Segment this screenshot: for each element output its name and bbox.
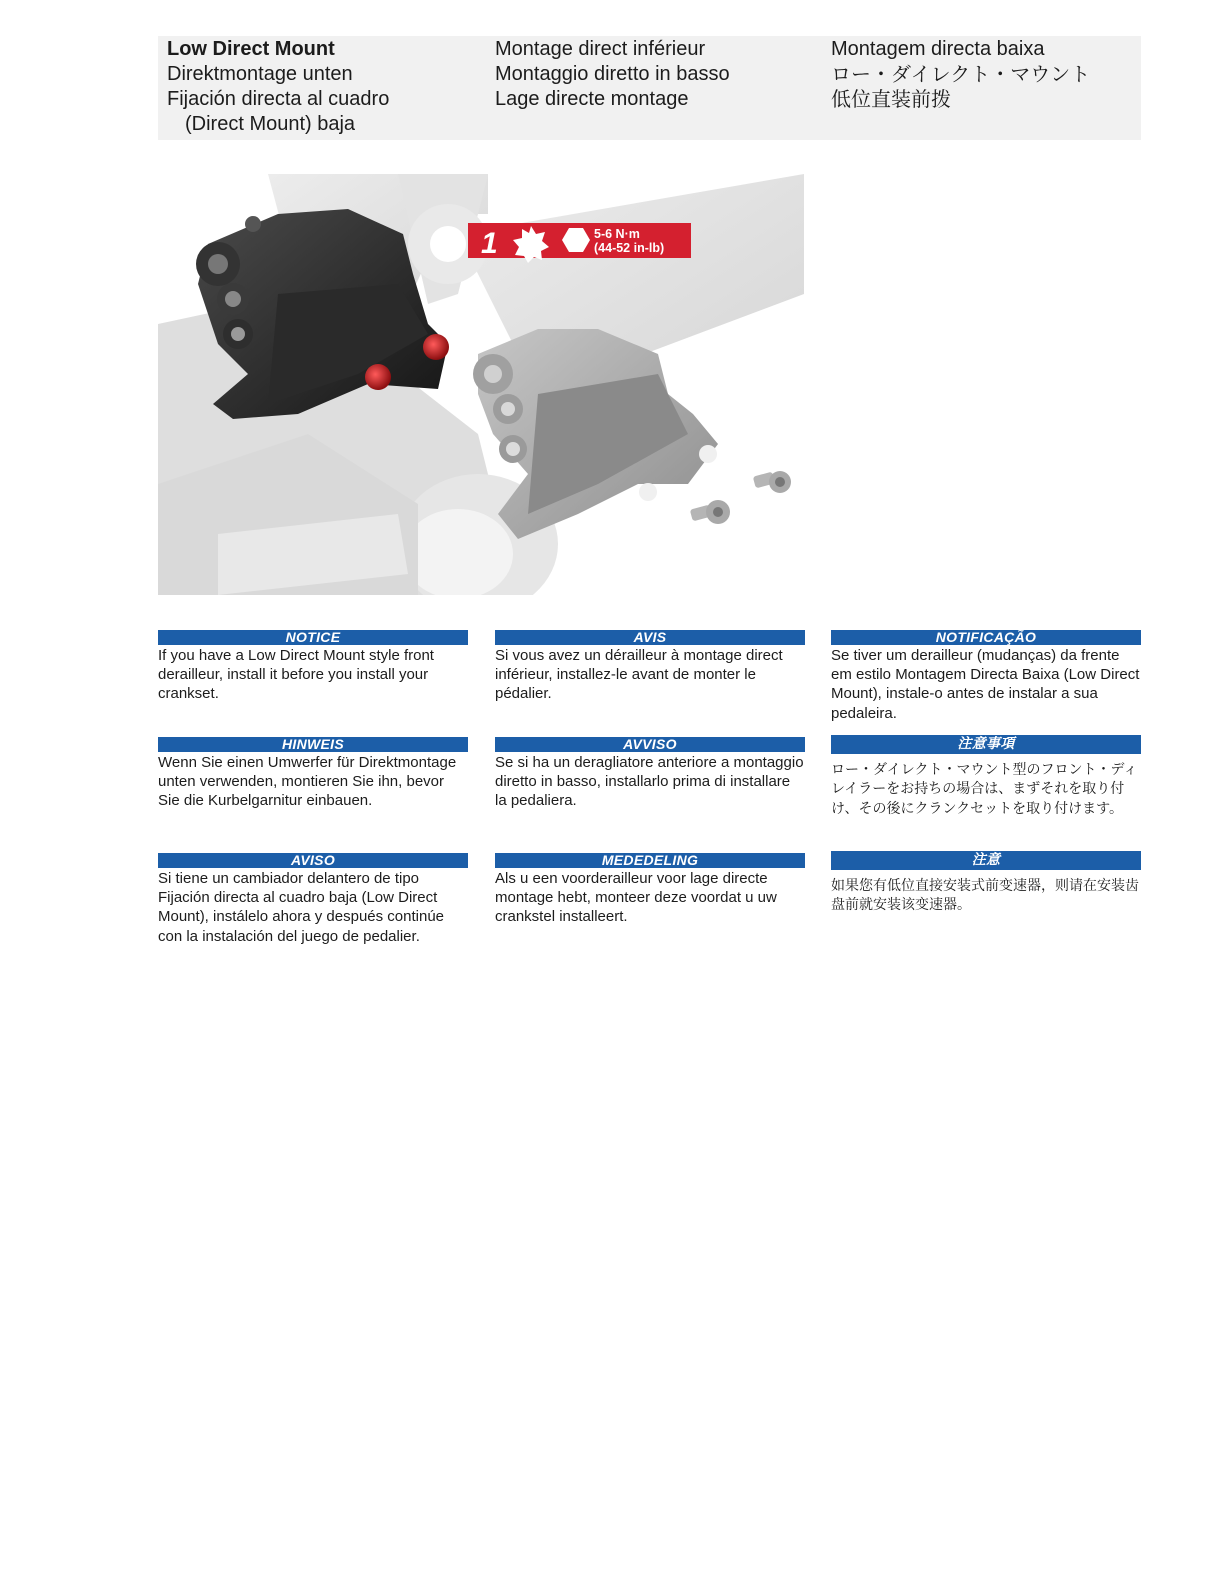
notice-label: AVISO [158, 853, 468, 868]
notice-label: AVVISO [495, 737, 805, 752]
notice-text: Si tiene un cambiador delantero de tipo Fijación directa al cuadro baja (Low Direct Mount), instálelo ahora y después continúe con la instalación del juego de pedalier. [158, 870, 445, 945]
title-english: Low Direct Mount [167, 38, 335, 60]
notice-label: NOTIFICAÇÃO [831, 630, 1141, 645]
notice-text: ロー・ダイレクト・マウント型のフロント・ディレイラーをお持ちの場合は、まずそれを取り付け、その後にクランクセットを取り付けます。 [831, 762, 1138, 817]
derailleur-illustration [158, 174, 804, 595]
notice-text: 如果您有低位直接安装式前变速器，则请在安装齿盘前就安装该变速器。 [831, 878, 1139, 914]
notice-label: MEDEDELING [495, 853, 805, 868]
title-japanese: ロー・ダイレクト・マウント [831, 62, 1091, 86]
notice-french [495, 630, 805, 704]
notice-label: HINWEIS [158, 737, 468, 752]
title-spanish-cont: (Direct Mount) baja [185, 113, 356, 135]
notice-english [158, 630, 468, 704]
notice-italian [495, 737, 805, 811]
notice-chinese [831, 851, 1141, 916]
notice-dutch [495, 853, 805, 927]
notice-label: NOTICE [158, 630, 468, 645]
notice-label: 注意事項 [831, 735, 1141, 754]
notice-text: Als u een voorderailleur voor lage directe montage hebt, monteer deze voordat u uw crankstel installeert. [495, 870, 777, 926]
notice-label: 注意 [831, 851, 1141, 870]
title-column-3 [831, 37, 1090, 112]
title-column-2 [495, 37, 730, 112]
title-german: Direktmontage unten [167, 63, 353, 85]
torque-imperial: (44-52 in-lb) [594, 241, 665, 255]
notice-text: Se si ha un deragliatore anteriore a montaggio diretto in basso, installarlo prima di installare la pedaliera. [495, 754, 804, 810]
notice-label: AVIS [495, 630, 805, 645]
title-portuguese: Montagem directa baixa [831, 38, 1045, 60]
title-column-1 [167, 37, 389, 137]
notice-text: Si vous avez un dérailleur à montage direct inférieur, installez-le avant de monter le pédalier. [495, 647, 783, 703]
torque-label [468, 223, 691, 263]
notice-japanese [831, 735, 1141, 819]
title-french: Montage direct inférieur [495, 38, 706, 60]
notice-german [158, 737, 468, 811]
notice-portuguese [831, 630, 1141, 723]
notice-spanish [158, 853, 468, 946]
frame-diagram [158, 174, 804, 595]
title-italian: Montaggio diretto in basso [495, 63, 730, 85]
title-chinese: 低位直装前拨 [831, 87, 951, 111]
title-dutch: Lage directe montage [495, 88, 689, 110]
notice-text: If you have a Low Direct Mount style front derailleur, install it before you install your crankset. [158, 647, 434, 703]
notice-text: Wenn Sie einen Umwerfer für Direktmontage unten verwenden, montieren Sie ihn, bevor Sie die Kurbelgarnitur einbauen. [158, 754, 457, 810]
notice-text: Se tiver um derailleur (mudanças) da frente em estilo Montagem Directa Baixa (Low Direct Mount), instale-o antes de instalar a sua pedaleira. [831, 647, 1140, 722]
title-header [158, 36, 1141, 140]
step-number: 1 [481, 227, 498, 260]
title-spanish: Fijación directa al cuadro [167, 88, 390, 110]
torque-metric: 5-6 N·m [594, 227, 640, 241]
